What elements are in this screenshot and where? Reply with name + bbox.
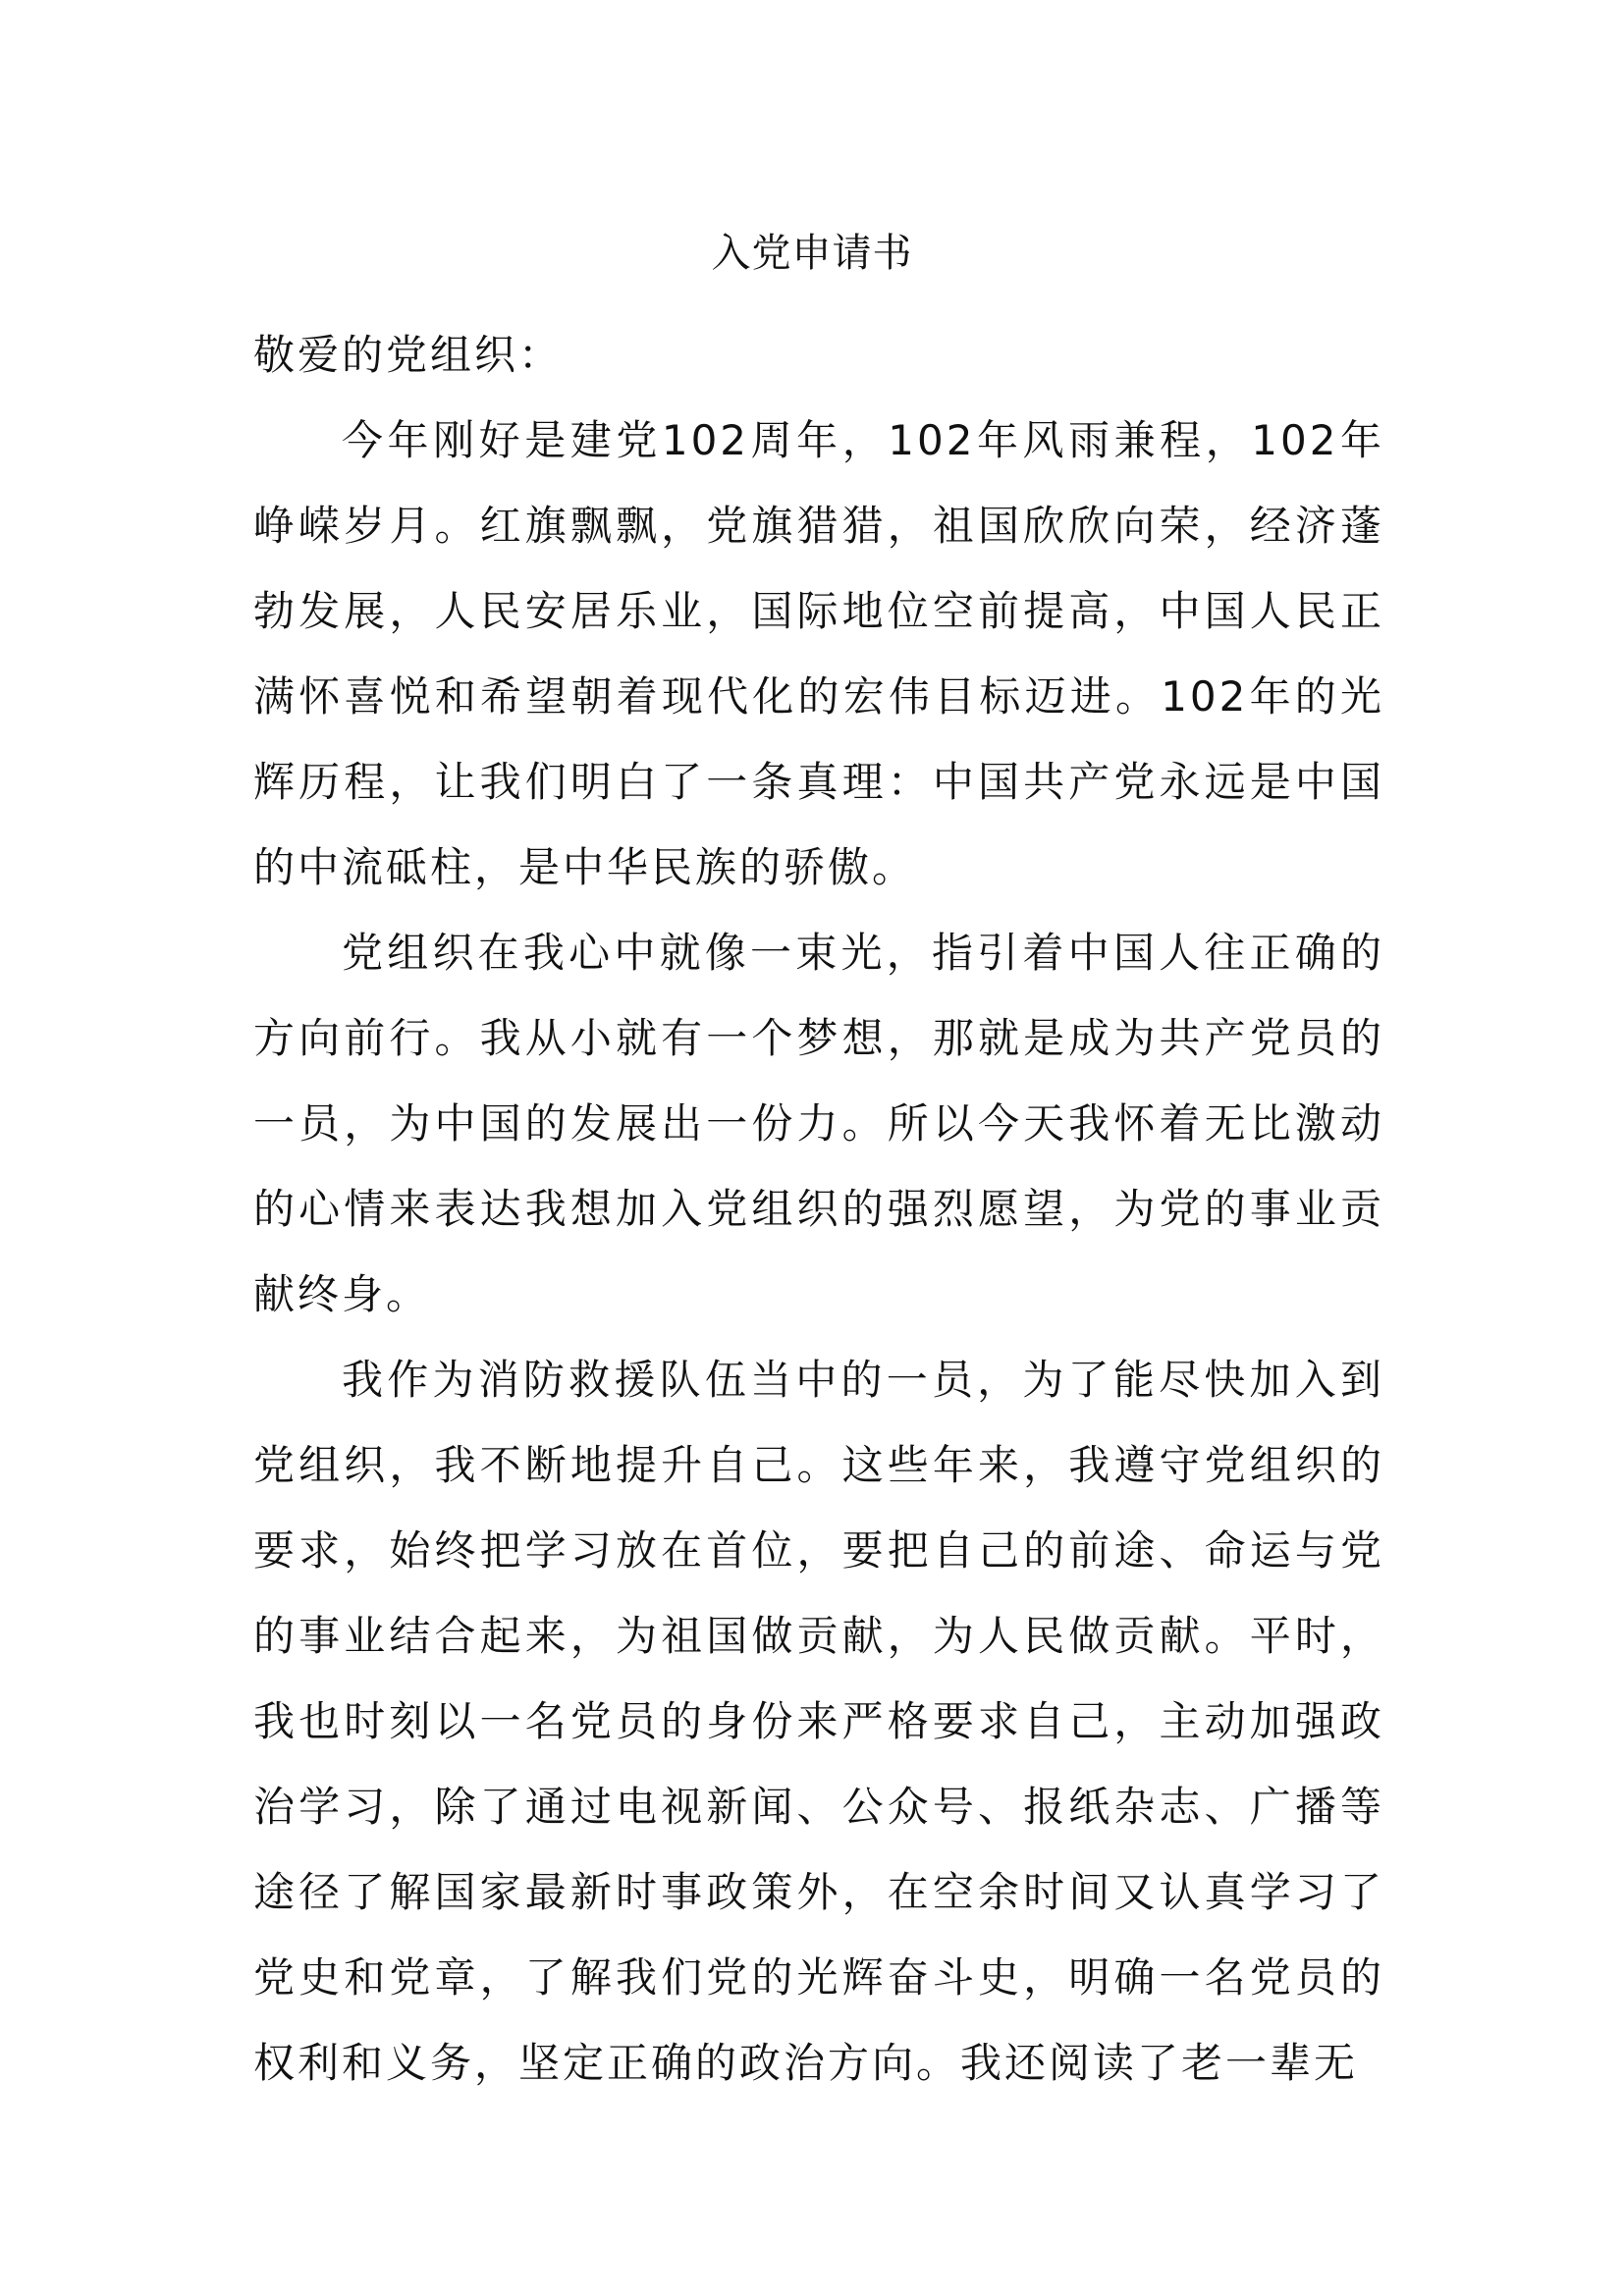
salutation: 敬爱的党组织： <box>253 331 564 379</box>
document-body <box>253 312 1384 2106</box>
paragraph-1: 今年刚好是建党102周年，102年风雨兼程，102年峥嵘岁月。红旗飘飘，党旗猎猎，祖国欣欣向荣，经济蓬勃发展，人民安居乐业，国际地位空前提高，中国人民正满怀喜悦和希望朝着现代化的宏伟目标迈进。102年的光辉历程，让我们明白了一条真理：中国共产党永远是中国的中流砥柱，是中华民族的骄傲。 <box>253 416 1384 891</box>
paragraph-3: 我作为消防救援队伍当中的一员，为了能尽快加入到党组织，我不断地提升自己。这些年来，我遵守党组织的要求，始终把学习放在首位，要把自己的前途、命运与党的事业结合起来，为祖国做贡献，为人民做贡献。平时，我也时刻以一名党员的身份来严格要求自己，主动加强政治学习，除了通过电视新闻、公众号、报纸杂志、广播等途径了解国家最新时事政策外，在空余时间又认真学习了党史和党章，了解我们党的光辉奋斗史，明确一名党员的权利和义务，坚定正确的政治方向。我还阅读了老一辈无 <box>253 1356 1384 2087</box>
paragraph-2: 党组织在我心中就像一束光，指引着中国人往正确的方向前行。我从小就有一个梦想，那就是成为共产党员的一员，为中国的发展出一份力。所以今天我怀着无比激动的心情来表达我想加入党组织的强烈愿望，为党的事业贡献终身。 <box>253 929 1384 1318</box>
document-title: 入党申请书 <box>711 231 913 276</box>
